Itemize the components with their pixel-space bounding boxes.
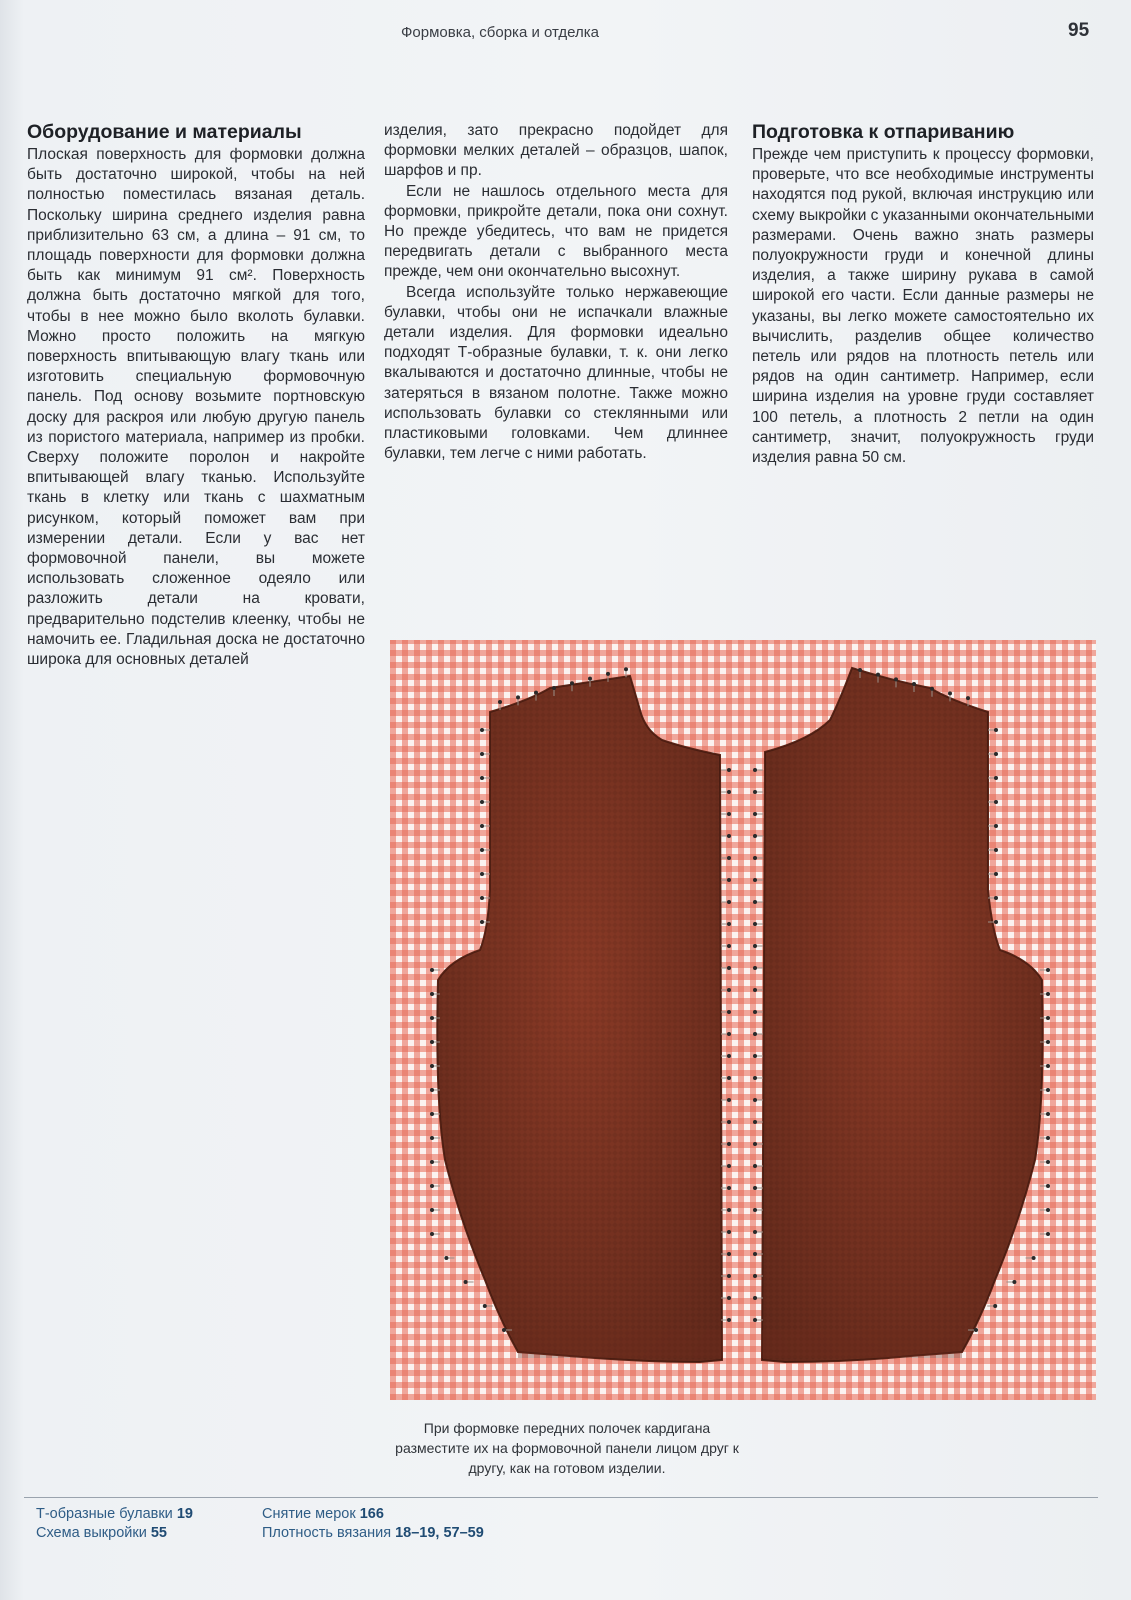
pin-head bbox=[1012, 1280, 1016, 1284]
pin-head bbox=[753, 1230, 757, 1234]
pin-head bbox=[1046, 1160, 1050, 1164]
pin-head bbox=[974, 1328, 978, 1332]
pin-head bbox=[1046, 1112, 1050, 1116]
pin-head bbox=[994, 872, 998, 876]
pin-head bbox=[1046, 1184, 1050, 1188]
pin-head bbox=[753, 900, 757, 904]
xref-page: 166 bbox=[359, 1506, 384, 1522]
xref-label: Снятие мерок bbox=[262, 1506, 356, 1522]
pin-head bbox=[516, 695, 520, 699]
paragraph-steaming-prep: Прежде чем приступить к процессу формовки, проверьте, что все необходимые инструменты находятся под рукой, включая инструкцию или схему выкройки с указанными окончательными размерами. Очень важно знать размеры полуокружности груди и конечной длины изделия, а также ширину рукава в самой широкой его части. Если данные размеры не указаны, вы легко можете самостоятельно их вычислить, разделив общее количество петель или рядов на плотность петель или рядов на один сантиметр. Например, если ширина изделия на уровне груди составляет 100 петель, а плотность 2 петли на один сантиметр, значит, полуокружность груди изделия равна 50 см. bbox=[752, 146, 1094, 467]
pin-head bbox=[753, 1120, 757, 1124]
pin-head bbox=[727, 1054, 731, 1058]
paragraph-middle-3: Всегда используйте только нержавеющие булавки, чтобы они не испачкали влажные детали изделия. Для формовки идеально подходят Т-образные булавки, т. к. они легко вкалываются и достаточно длинные, чтобы не затеряться в вязаном полотне. Также можно использовать булавки со стеклянными или пластиковыми головками. Чем длиннее булавки, тем легче с ними работать. bbox=[384, 283, 728, 463]
pin-head bbox=[1046, 1064, 1050, 1068]
pin-head bbox=[753, 1186, 757, 1190]
pin-head bbox=[753, 1296, 757, 1300]
cardigan-fronts-illustration bbox=[390, 640, 1096, 1400]
pin-head bbox=[430, 968, 434, 972]
pin-head bbox=[753, 966, 757, 970]
pin-head bbox=[994, 896, 998, 900]
pin-head bbox=[753, 768, 757, 772]
xref-item[interactable] bbox=[36, 1524, 193, 1543]
xref-item[interactable] bbox=[36, 1505, 193, 1524]
pin-head bbox=[480, 776, 484, 780]
pin-head bbox=[753, 944, 757, 948]
pin-head bbox=[430, 1184, 434, 1188]
pin-head bbox=[727, 878, 731, 882]
pin-head bbox=[727, 1186, 731, 1190]
pin-head bbox=[727, 966, 731, 970]
pin-head bbox=[753, 1274, 757, 1278]
pin-head bbox=[753, 790, 757, 794]
column-middle bbox=[384, 121, 728, 464]
pin-head bbox=[727, 988, 731, 992]
pin-head bbox=[753, 1252, 757, 1256]
pin-head bbox=[1046, 1136, 1050, 1140]
pin-head bbox=[753, 1054, 757, 1058]
pin-head bbox=[552, 686, 556, 690]
pin-head bbox=[753, 856, 757, 860]
pin-head bbox=[606, 672, 610, 676]
pin-head bbox=[480, 752, 484, 756]
pin-head bbox=[727, 1142, 731, 1146]
pin-head bbox=[534, 691, 538, 695]
pin-head bbox=[727, 768, 731, 772]
pin-head bbox=[430, 1016, 434, 1020]
pin-head bbox=[480, 824, 484, 828]
pin-head bbox=[727, 1032, 731, 1036]
pin-head bbox=[588, 677, 592, 681]
pin-head bbox=[727, 856, 731, 860]
pin-head bbox=[876, 673, 880, 677]
pin-head bbox=[502, 1328, 506, 1332]
pin-head bbox=[480, 848, 484, 852]
column-equipment bbox=[27, 120, 365, 670]
pin-head bbox=[727, 834, 731, 838]
paragraph-middle-1: изделия, зато прекрасно подойдет для формовки мелких деталей – образцов, шапок, шарфов и пр. bbox=[384, 122, 728, 180]
blocking-photo bbox=[390, 640, 1096, 1400]
pin-head bbox=[753, 988, 757, 992]
pin-head bbox=[480, 728, 484, 732]
pin-head bbox=[753, 1032, 757, 1036]
pin-head bbox=[1046, 968, 1050, 972]
pin-head bbox=[966, 696, 970, 700]
pin-head bbox=[727, 1120, 731, 1124]
left-ribbing bbox=[518, 1330, 722, 1358]
right-ribbing bbox=[762, 1330, 962, 1358]
pin-head bbox=[624, 667, 628, 671]
pin-head bbox=[480, 872, 484, 876]
pin-head bbox=[753, 812, 757, 816]
pin-head bbox=[430, 1064, 434, 1068]
pin-head bbox=[570, 681, 574, 685]
pin-head bbox=[727, 1252, 731, 1256]
pin-head bbox=[753, 1164, 757, 1168]
column-steaming-prep bbox=[752, 120, 1094, 468]
pin-head bbox=[994, 848, 998, 852]
pin-head bbox=[753, 1208, 757, 1212]
pin-head bbox=[1046, 1040, 1050, 1044]
pin-head bbox=[444, 1256, 448, 1260]
footer-divider bbox=[24, 1497, 1098, 1498]
pin-head bbox=[727, 944, 731, 948]
pin-head bbox=[727, 1164, 731, 1168]
pin-head bbox=[727, 812, 731, 816]
pin-head bbox=[430, 1112, 434, 1116]
xref-label: Схема выкройки bbox=[36, 1525, 147, 1541]
xref-item[interactable] bbox=[262, 1505, 484, 1524]
pin-head bbox=[894, 677, 898, 681]
pin-head bbox=[727, 1208, 731, 1212]
pin-head bbox=[727, 900, 731, 904]
pin-head bbox=[480, 800, 484, 804]
cross-references-left bbox=[36, 1505, 193, 1543]
pin-head bbox=[994, 800, 998, 804]
pin-head bbox=[994, 728, 998, 732]
pin-head bbox=[753, 922, 757, 926]
pin-head bbox=[480, 920, 484, 924]
pin-head bbox=[480, 896, 484, 900]
pin-head bbox=[1046, 1016, 1050, 1020]
running-header: Формовка, сборка и отделка bbox=[401, 24, 599, 41]
pin-head bbox=[1046, 1232, 1050, 1236]
pin-head bbox=[753, 878, 757, 882]
pin-head bbox=[430, 992, 434, 996]
pin-head bbox=[930, 687, 934, 691]
page-number: 95 bbox=[1068, 20, 1090, 41]
pin-head bbox=[727, 1318, 731, 1322]
pin-head bbox=[753, 1010, 757, 1014]
pin-head bbox=[430, 1040, 434, 1044]
figure-caption: При формовке передних полочек кардигана разместите их на формовочной панели лицом друг к другу, как на готовом изделии. bbox=[395, 1420, 739, 1476]
pin-head bbox=[912, 682, 916, 686]
pin-head bbox=[1032, 1256, 1036, 1260]
pin-head bbox=[753, 1076, 757, 1080]
pin-head bbox=[993, 1304, 997, 1308]
paragraph-middle-2: Если не нашлось отдельного места для формовки, прикройте детали, пока они сохнут. Но прежде убедитесь, что вам не придется передвигать детали с выбранного места прежде, чем они окончательно высохнут. bbox=[384, 182, 728, 281]
pin-head bbox=[498, 700, 502, 704]
pin-head bbox=[727, 1010, 731, 1014]
heading-steaming-prep: Подготовка к отпариванию bbox=[752, 121, 1015, 143]
xref-page: 55 bbox=[150, 1525, 167, 1541]
pin-head bbox=[753, 1318, 757, 1322]
pin-head bbox=[753, 1098, 757, 1102]
xref-item[interactable] bbox=[262, 1524, 484, 1543]
pin-head bbox=[753, 834, 757, 838]
pin-head bbox=[727, 1076, 731, 1080]
pin-head bbox=[1046, 992, 1050, 996]
pin-head bbox=[858, 668, 862, 672]
pin-head bbox=[727, 1230, 731, 1234]
pin-head bbox=[430, 1160, 434, 1164]
pin-head bbox=[994, 824, 998, 828]
pin-head bbox=[994, 920, 998, 924]
paragraph-equipment: Плоская поверхность для формовки должна быть достаточно широкой, чтобы на ней полностью поместилась вязаная деталь. Поскольку ширина среднего изделия равна приблизительно 63 см, а длина – 91 см, то площадь поверхности для формовки должна быть как минимум 91 см². Поверхность должна быть достаточно мягкой для того, чтобы в нее можно было вколоть булавки. Можно просто положить на мягкую поверхность впитывающую влагу ткань или изготовить специальную формовочную панель. Под основу возьмите портновскую доску для раскроя или любую другую панель из пористого материала, например из пробки. Сверху положите поролон и накройте впитывающей влагу тканью. Используйте ткань в клетку или ткань с шахматным рисунком, который поможет вам при измерении детали. Если у вас нет формовочной панели, вы можете использовать сложенное одеяло или разложить детали на кровати, предварительно подстелив клеенку, чтобы не намочить ее. Гладильная доска не достаточно широка для основных деталей bbox=[27, 146, 365, 669]
pin-head bbox=[727, 922, 731, 926]
pin-head bbox=[430, 1088, 434, 1092]
pin-head bbox=[727, 1098, 731, 1102]
cross-references-right bbox=[262, 1505, 484, 1543]
pin-head bbox=[464, 1280, 468, 1284]
pin-head bbox=[727, 790, 731, 794]
xref-label: Плотность вязания bbox=[262, 1525, 392, 1541]
pin-head bbox=[483, 1304, 487, 1308]
pin-head bbox=[430, 1232, 434, 1236]
pin-head bbox=[430, 1136, 434, 1140]
pin-head bbox=[994, 776, 998, 780]
xref-page: 19 bbox=[176, 1506, 193, 1522]
pin-head bbox=[994, 752, 998, 756]
xref-page: 18–19, 57–59 bbox=[395, 1525, 484, 1541]
heading-equipment: Оборудование и материалы bbox=[27, 121, 302, 143]
pin-head bbox=[727, 1274, 731, 1278]
pin-head bbox=[727, 1296, 731, 1300]
pin-head bbox=[948, 691, 952, 695]
pin-head bbox=[1046, 1208, 1050, 1212]
xref-label: Т-образные булавки bbox=[36, 1506, 173, 1522]
pin-head bbox=[430, 1208, 434, 1212]
pin-head bbox=[753, 1142, 757, 1146]
pin-head bbox=[1046, 1088, 1050, 1092]
